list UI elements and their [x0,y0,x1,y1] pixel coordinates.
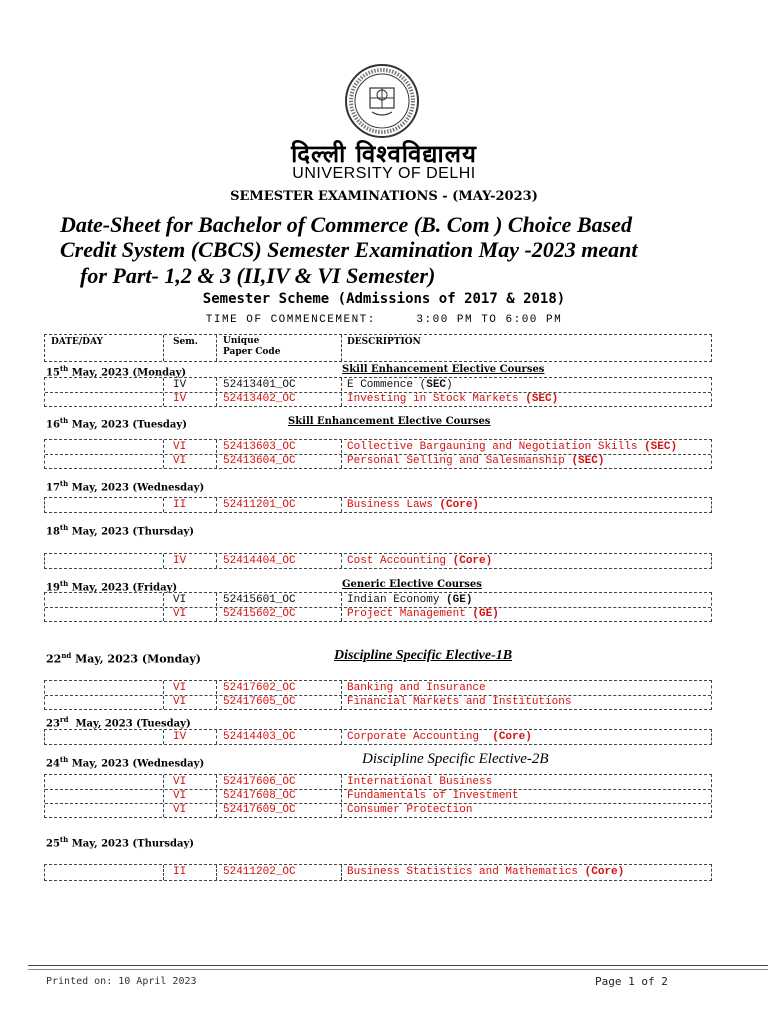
row-code: 52411202_OC [223,866,296,878]
date-22-may: 22nd May, 2023 (Monday) [46,651,202,666]
rows-19-may [44,592,712,622]
datesheet-title-line-3: for Part- 1,2 & 3 (II,IV & VI Semester) [80,263,436,288]
row-code: 52414404_OC [223,555,296,567]
university-name-hindi: दिल्ली विश्वविद्यालय [291,140,477,168]
date-23-may: 23rd May, 2023 (Tuesday) [46,715,191,730]
row-sem: VI [173,594,187,606]
row-description: Corporate Accounting (Core) [347,731,532,743]
university-name: UNIVERSITY OF DELHI [292,165,476,182]
printed-date: Printed on: 10 April 2023 [46,976,197,987]
header-date: DATE/DAY [51,337,103,347]
rows-24-may [44,774,712,818]
row-sem: VI [173,682,187,694]
section-skill-enhancement-1: Skill Enhancement Elective Courses [342,364,545,375]
row-sem: IV [173,555,187,567]
row-sem: VI [173,455,187,467]
row-code: 52417602_OC [223,682,296,694]
time-of-commencement: TIME OF COMMENCEMENT: 3:00 PM TO 6:00 PM [205,314,563,326]
row-sem: IV [173,379,187,391]
section-generic-elective: Generic Elective Courses [342,579,482,590]
row-description: Investing in Stock Markets (SEC) [347,393,559,405]
row-sem: VI [173,776,187,788]
rows-16-may [44,439,712,469]
row-description: Personal Selling and Salesmanship (SEC) [347,455,605,467]
rows-23-may [44,729,712,745]
date-15-may: 15th May, 2023 (Monday) [46,364,187,379]
row-description: Indian Economy (GE) [347,594,473,606]
date-18-may: 18th May, 2023 (Thursday) [46,523,195,538]
row-code: 52417606_OC [223,776,296,788]
university-seal-logo [343,62,421,140]
row-code: 52413604_OC [223,455,296,467]
row-sem: VI [173,790,187,802]
row-sem: VI [173,696,187,708]
header-code-line1: Unique [223,336,260,346]
table-header [44,334,712,362]
row-sem: VI [173,441,187,453]
datesheet-title-line-2: Credit System (CBCS) Semester Examination May -2023 meant [60,237,638,262]
row-code: 52415601_OC [223,594,296,606]
row-code: 52417605_OC [223,696,296,708]
row-code: 52413603_OC [223,441,296,453]
semester-scheme: Semester Scheme (Admissions of 2017 & 2018) [202,291,566,307]
header-sem: Sem. [173,337,198,347]
row-description: Banking and Insurance [347,682,486,694]
row-code: 52415602_OC [223,608,296,620]
header-description: DESCRIPTION [347,337,421,347]
rows-17-may [44,497,712,513]
datesheet-title-line-1: Date-Sheet for Bachelor of Commerce (B. Com ) Choice Based [60,212,632,237]
row-description: Cost Accounting (Core) [347,555,493,567]
page-number: Page 1 of 2 [595,975,668,988]
row-code: 52414403_OC [223,731,296,743]
row-description: Collective Bargauning and Negotiation Skills (SEC) [347,441,678,453]
footer-divider [28,969,768,970]
row-description: International Business [347,776,493,788]
row-sem: VI [173,608,187,620]
header-code-line2: Paper Code [223,347,281,357]
rows-25-may [44,864,712,881]
date-24-may: 24th May, 2023 (Wednesday) [46,755,205,770]
row-description: Business Statistics and Mathematics (Core) [347,866,625,878]
date-17-may: 17th May, 2023 (Wednesday) [46,479,205,494]
date-19-may: 19th May, 2023 (Friday) [46,579,178,594]
row-sem: IV [173,393,187,405]
exam-title: SEMESTER EXAMINATIONS - (MAY-2023) [230,189,538,204]
row-description: Financial Markets and Institutions [347,696,572,708]
row-sem: IV [173,731,187,743]
rows-22-may [44,680,712,710]
row-code: 52413401_OC [223,379,296,391]
row-code: 52417608_OC [223,790,296,802]
row-description: Consumer Protection [347,804,473,816]
section-skill-enhancement-2: Skill Enhancement Elective Courses [288,416,491,427]
date-25-may: 25th May, 2023 (Thursday) [46,835,195,850]
footer-divider [28,965,768,966]
row-description: Project Management (GE) [347,608,499,620]
row-description: Business Laws (Core) [347,499,480,511]
rows-15-may [44,377,712,407]
row-code: 52417609_OC [223,804,296,816]
row-code: 52413402_OC [223,393,296,405]
row-description: E Commence (SEC) [347,379,453,391]
row-description: Fundamentals of Investment [347,790,519,802]
row-sem: VI [173,804,187,816]
row-sem: II [173,499,187,511]
row-sem: II [173,866,187,878]
date-16-may: 16th May, 2023 (Tuesday) [46,416,187,431]
section-dse-2b: Discipline Specific Elective-2B [362,751,549,767]
rows-18-may [44,553,712,569]
row-code: 52411201_OC [223,499,296,511]
section-dse-1b: Discipline Specific Elective-1B [334,648,513,663]
